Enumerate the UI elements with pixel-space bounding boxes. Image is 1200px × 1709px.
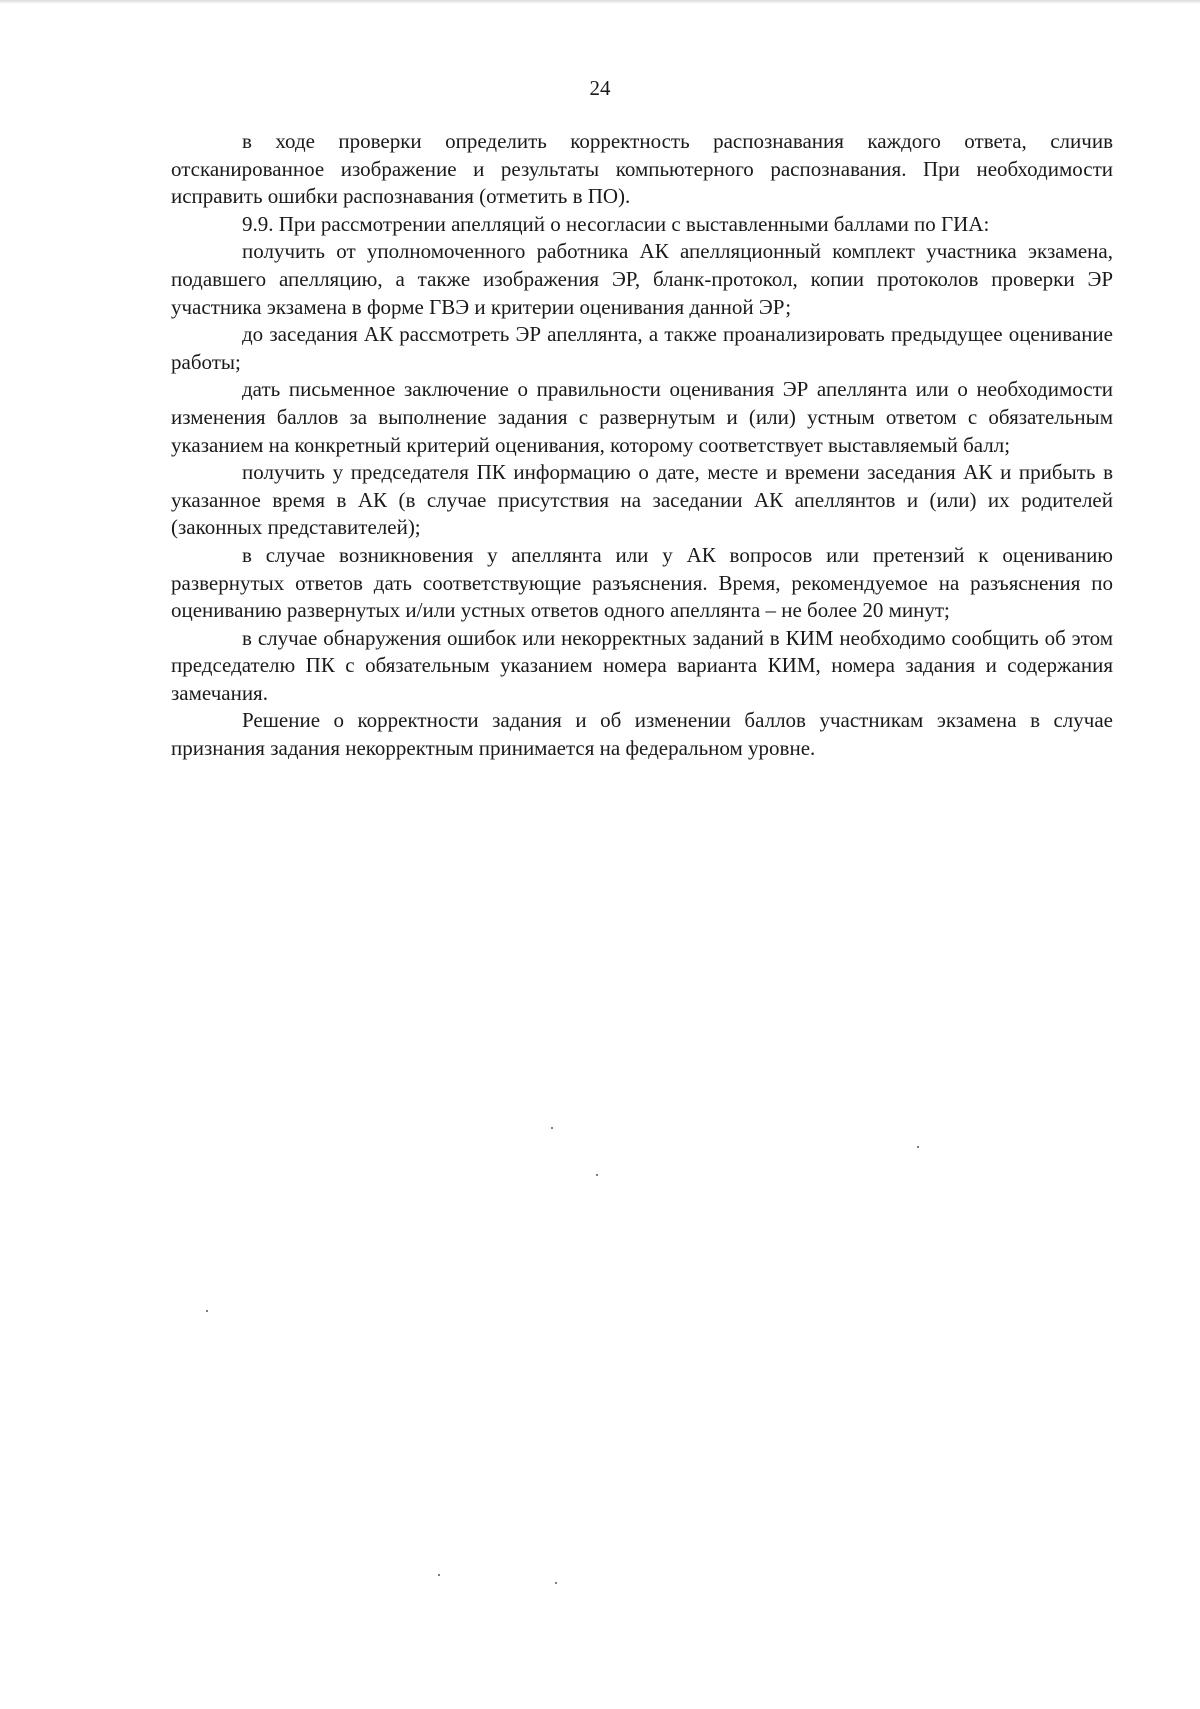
scan-top-edge: [0, 0, 1200, 4]
paragraph-federal-decision: Решение о корректности задания и об изменении баллов участникам экзамена в случае признания задания некорректным принимается на федеральном уровне.: [171, 708, 1113, 761]
scan-speck: [555, 1582, 557, 1584]
paragraph-explanations: в случае возникновения у апеллянта или у АК вопросов или претензий к оцениванию развернутых ответов дать соответствующие разъяснения. Время, рекомендуемое на разъяснения по оцениванию развернутых и/или устных ответов одного апеллянта – не более 20 минут;: [171, 542, 1113, 623]
scan-speck: [917, 1146, 919, 1148]
paragraph-receive-appeal-kit: получить от уполномоченного работника АК апелляционный комплект участника экзамена, подавшего апелляцию, а также изображения ЭР, бланк-протокол, копии протоколов проверки ЭР участника экзамена в форме ГВЭ и критерии оценивания данной ЭР;: [171, 239, 1113, 319]
scan-speck: [551, 1127, 553, 1129]
paragraph-recognition-check: в ходе проверки определить корректность распознавания каждого ответа, сличив отсканированное изображение и результаты компьютерного распознавания. При необходимости исправить ошибки распознавания (отметить в ПО).: [171, 129, 1113, 209]
scan-speck: [596, 1174, 598, 1176]
paragraph-review-before-session: до заседания АК рассмотреть ЭР апеллянта, а также проанализировать предыдущее оценивание работы;: [171, 322, 1113, 374]
paragraph-written-conclusion: дать письменное заключение о правильности оценивания ЭР апеллянта или о необходимости изменения баллов за выполнение задания с развернутым и (или) устным ответом с обязательным указанием на конкретный критерий оценивания, которому соответствует выставляемый балл;: [171, 377, 1113, 457]
paragraph-appeals-heading: 9.9. При рассмотрении апелляций о несогласии с выставленными баллами по ГИА:: [242, 211, 990, 236]
scan-speck: [438, 1574, 440, 1576]
page-number: 24: [589, 76, 611, 100]
document-body: [171, 128, 1113, 763]
paragraph-session-info: получить у председателя ПК информацию о дате, месте и времени заседания АК и прибыть в указанное время в АК (в случае присутствия на заседании АК апеллянтов и (или) их родителей (законных представителей);: [171, 460, 1113, 540]
scan-speck: [206, 1310, 208, 1312]
paragraph-kim-errors: в случае обнаружения ошибок или некорректных заданий в КИМ необходимо сообщить об этом председателю ПК с обязательным указанием номера варианта КИМ, номера задания и содержания замечания.: [171, 625, 1113, 705]
